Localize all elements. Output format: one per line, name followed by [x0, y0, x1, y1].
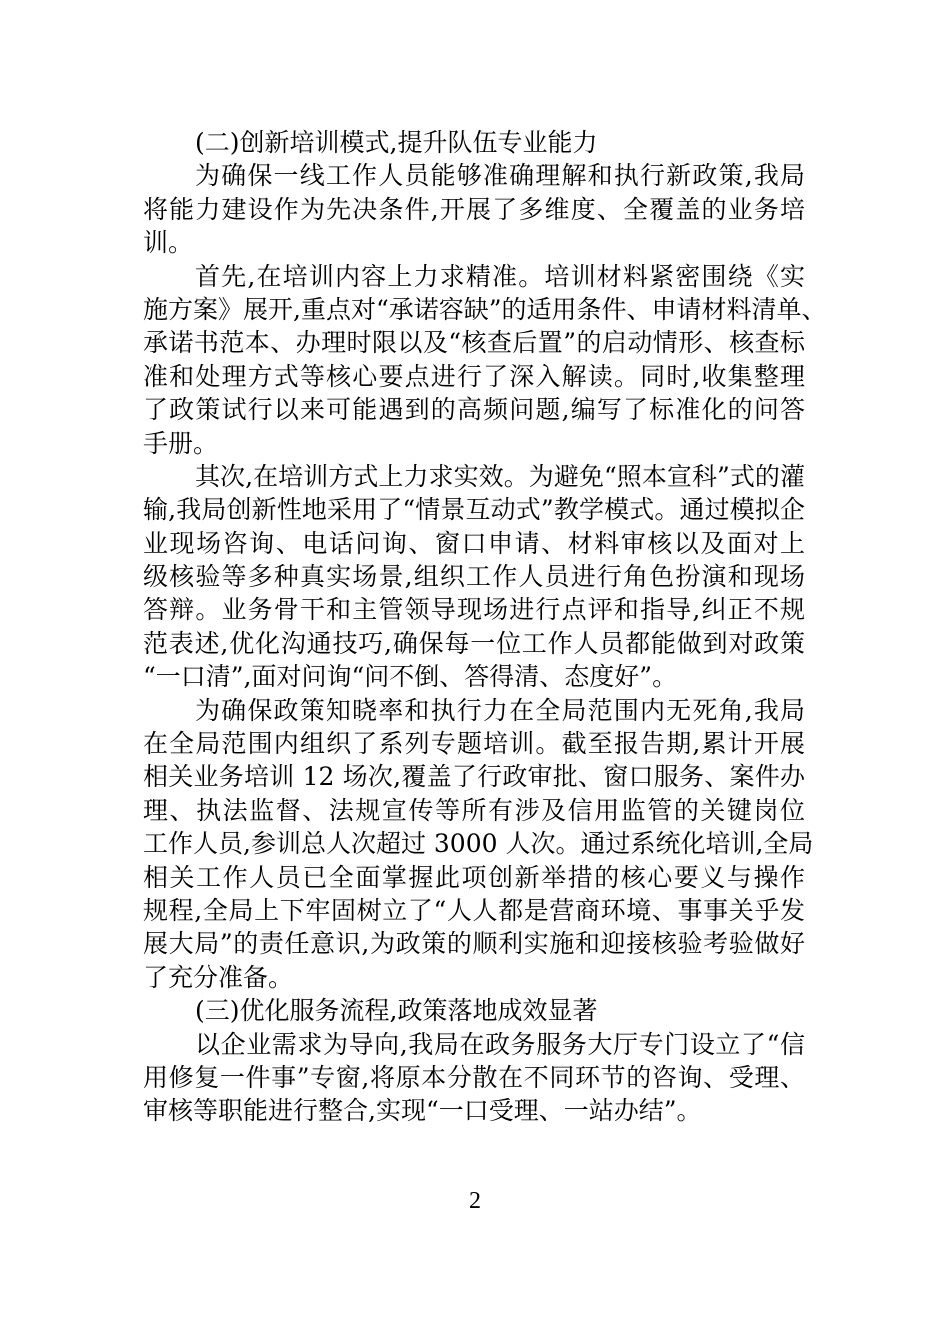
text-line: 输,我局创新性地采用了“情景互动式”教学模式。通过模拟企	[143, 495, 805, 525]
text-line: 以企业需求为导向,我局在政务服务大厅专门设立了“信	[195, 1029, 805, 1059]
paragraph	[143, 260, 827, 460]
paragraph	[143, 694, 814, 995]
paragraph	[143, 159, 805, 259]
text-line: 业现场咨询、电话问询、窗口申请、材料审核以及面对上	[143, 528, 805, 558]
text-line: 相关业务培训 12 场次,覆盖了行政审批、窗口服务、案件办	[143, 762, 805, 792]
text-line: 用修复一件事”专窗,将原本分散在不同环节的咨询、受理、	[143, 1062, 805, 1092]
section-heading	[143, 126, 805, 159]
text-line: “一口清”,面对问询“问不倒、答得清、态度好”。	[143, 662, 678, 692]
text-line: 为确保政策知晓率和执行力在全局范围内无死角,我局	[195, 695, 805, 725]
text-line: 相关工作人员已全面掌握此项创新举措的核心要义与操作	[143, 862, 805, 892]
text-line: 准和处理方式等核心要点进行了深入解读。同时,收集整理	[143, 361, 805, 391]
text-line: (二)创新培训模式,提升队伍专业能力	[195, 128, 598, 157]
paragraph	[143, 1028, 805, 1128]
text-line: 施方案》展开,重点对“承诺容缺”的适用条件、申请材料清单、	[143, 294, 827, 324]
section-heading	[143, 994, 805, 1027]
text-line: 规程,全局上下牢固树立了“人人都是营商环境、事事关乎发	[143, 895, 805, 925]
text-line: 工作人员,参训总人次超过 3000 人次。通过系统化培训,全局	[143, 829, 814, 859]
text-line: 理、执法监督、法规宣传等所有涉及信用监管的关键岗位	[143, 795, 805, 825]
text-line: 首先,在培训内容上力求精准。培训材料紧密围绕《实	[195, 261, 805, 291]
text-line: 手册。	[143, 428, 219, 458]
document-body	[143, 126, 827, 1128]
text-line: 审核等职能进行整合,实现“一口受理、一站办结”。	[143, 1096, 702, 1126]
text-line: 为确保一线工作人员能够准确理解和执行新政策,我局	[195, 161, 805, 191]
text-line: 其次,在培训方式上力求实效。为避免“照本宣科”式的灌	[195, 461, 805, 491]
paragraph	[143, 460, 805, 694]
text-line: 了充分准备。	[143, 962, 294, 992]
text-line: 在全局范围内组织了系列专题培训。截至报告期,累计开展	[143, 729, 805, 759]
text-line: 展大局”的责任意识,为政策的顺利实施和迎接核验考验做好	[143, 929, 805, 959]
text-line: (三)优化服务流程,政策落地成效显著	[195, 996, 598, 1026]
page-number: 2	[469, 1188, 481, 1214]
text-line: 答辩。业务骨干和主管领导现场进行点评和指导,纠正不规	[143, 595, 805, 625]
text-line: 级核验等多种真实场景,组织工作人员进行角色扮演和现场	[143, 562, 805, 592]
text-line: 训。	[143, 228, 194, 258]
text-line: 承诺书范本、办理时限以及“核查后置”的启动情形、核查标	[143, 328, 805, 358]
text-line: 了政策试行以来可能遇到的高频问题,编写了标准化的问答	[143, 395, 805, 425]
text-line: 将能力建设作为先决条件,开展了多维度、全覆盖的业务培	[143, 194, 805, 224]
text-line: 范表述,优化沟通技巧,确保每一位工作人员都能做到对政策	[143, 628, 805, 658]
